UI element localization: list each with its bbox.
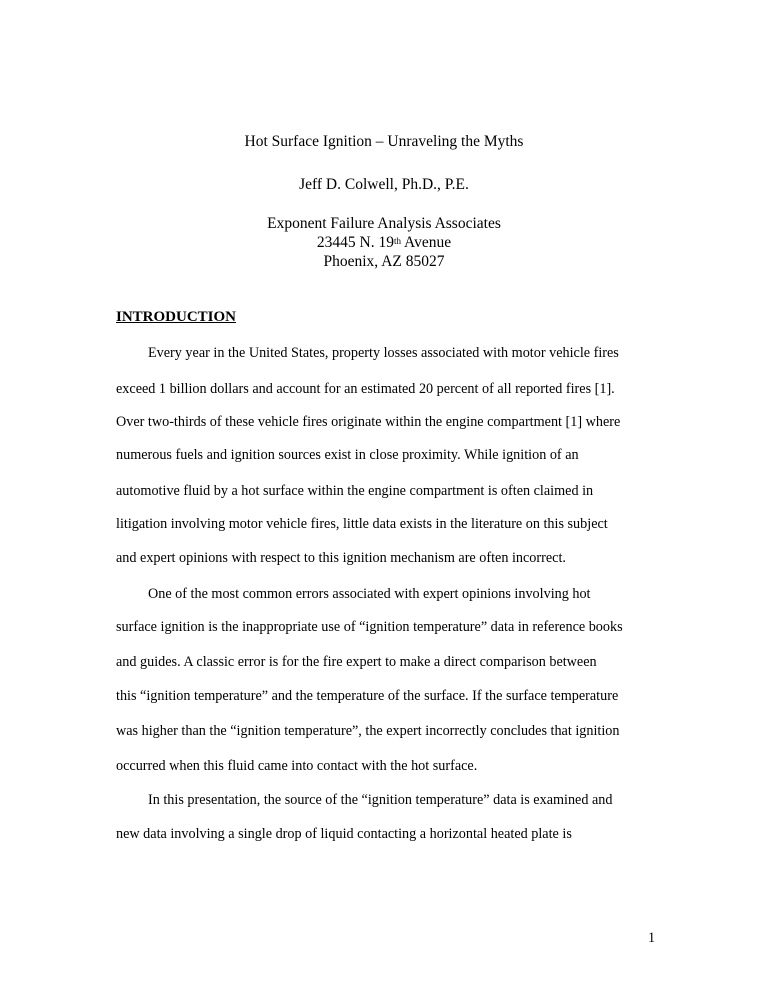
affiliation-city: Phoenix, AZ 85027 — [323, 253, 445, 270]
body-line: was higher than the “ignition temperature”, the expert incorrectly concludes that ignition — [116, 723, 620, 739]
body-line: In this presentation, the source of the “ignition temperature” data is examined and — [148, 792, 613, 808]
body-line: automotive fluid by a hot surface within the engine compartment is often claimed in — [116, 483, 594, 499]
body-line: surface ignition is the inappropriate use of “ignition temperature” data in reference books — [116, 619, 623, 635]
body-line: litigation involving motor vehicle fires, little data exists in the literature on this subject — [116, 516, 608, 532]
author-line: Jeff D. Colwell, Ph.D., P.E. — [299, 176, 469, 193]
body-line: new data involving a single drop of liquid contacting a horizontal heated plate is — [116, 826, 572, 842]
paper-title: Hot Surface Ignition – Unraveling the Myths — [244, 133, 524, 150]
body-line: this “ignition temperature” and the temperature of the surface. If the surface temperature — [116, 688, 619, 704]
affiliation-org: Exponent Failure Analysis Associates — [267, 215, 501, 232]
body-line: One of the most common errors associated with expert opinions involving hot — [148, 586, 591, 602]
body-line: and expert opinions with respect to this ignition mechanism are often incorrect. — [116, 550, 566, 566]
body-line: occurred when this fluid came into contact with the hot surface. — [116, 758, 478, 774]
section-heading: INTRODUCTION — [116, 309, 237, 325]
body-line: and guides. A classic error is for the fire expert to make a direct comparison between — [116, 654, 597, 670]
body-line: exceed 1 billion dollars and account for an estimated 20 percent of all reported fires [1]. — [116, 381, 615, 397]
body-line: Over two-thirds of these vehicle fires originate within the engine compartment [1] where — [116, 414, 621, 430]
body-line: numerous fuels and ignition sources exist in close proximity. While ignition of an — [116, 447, 579, 463]
page-number: 1 — [648, 930, 656, 946]
affiliation-address: 23445 N. 19th Avenue — [316, 234, 452, 251]
body-line: Every year in the United States, property losses associated with motor vehicle fires — [148, 345, 619, 361]
